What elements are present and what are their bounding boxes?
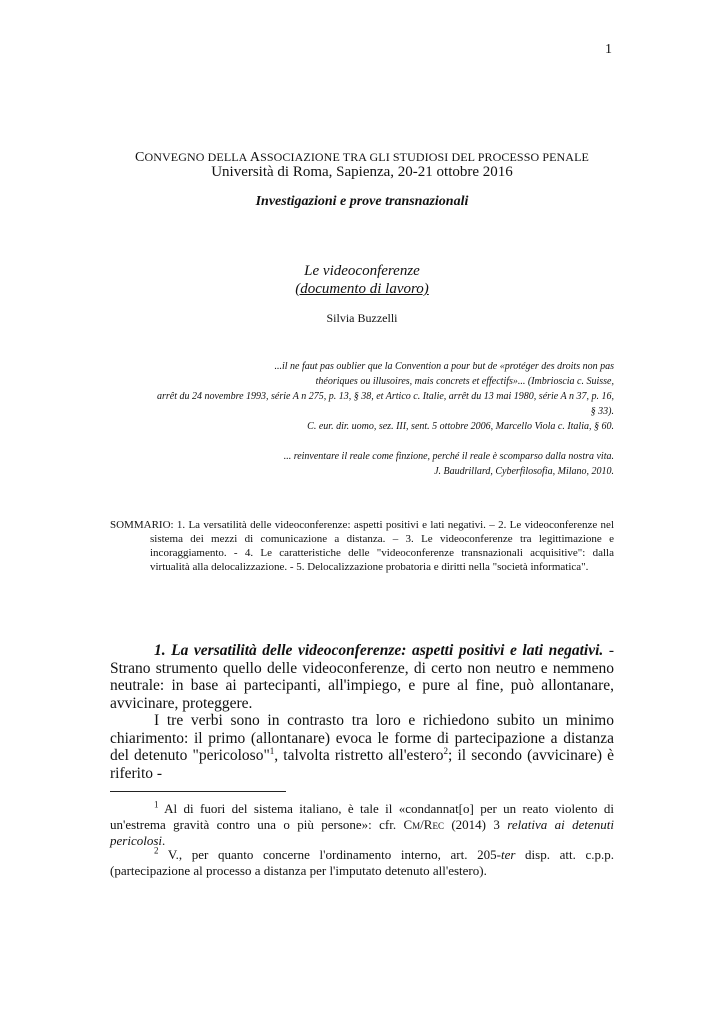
conference-venue: Università di Roma, Sapienza, 20-21 ottobre 2016 — [211, 164, 513, 180]
footnote-number: 2 — [154, 845, 159, 856]
sommario — [110, 518, 614, 574]
epigraph-line: arrêt du 24 novembre 1993, série A n 275, p. 13, § 38, et Artico c. Italie, arrêt du 13 mai 1980, série A n 37, p. 16, — [156, 391, 614, 402]
footnote-ref-2[interactable]: 2 — [443, 745, 449, 756]
footnote-ref-1[interactable]: 1 — [269, 745, 275, 756]
paragraph-1: 1. La versatilità delle videoconferenze: aspetti positivi e lati negativi. - Strano strumento quello delle videoconferenze, di certo non neutro e nemmeno neutrale: in base ai partecipanti, all'impiego, e pure al fine, può allontanare, avvicinare, proteggere. — [110, 642, 614, 712]
footnote-2: $^2$ V., per quanto concerne l'ordinamento interno, art. 205-ter disp. att. c.p.p. (partecipazione al processo a distanza per l'imputato detenuto all'estero). — [110, 845, 615, 878]
epigraph-line: ...il ne faut pas oublier que la Convention a pour but de «protéger des droits non pas — [274, 361, 614, 372]
epigraph-2 — [94, 449, 614, 479]
epigraph-line: théoriques ou illusoires, mais concrets et effectifs»... (Imbrioscia c. Suisse, — [315, 376, 614, 387]
paragraph-2: I tre verbi sono in contrasto tra loro e richiedono subito un minimo chiarimento: il primo (allontanare) evoca le forme di partecipazione a distanza del detenuto "pericoloso"$^1$, talvolta ristretto all'estero$^2$; il secondo (avvicinare) è riferito - — [110, 712, 614, 782]
author: Silvia Buzzelli — [326, 311, 398, 325]
epigraph-source: C. eur. dir. uomo, sez. III, sent. 5 ottobre 2006, Marcello Viola c. Italia, § 60. — [307, 421, 614, 432]
conference-name: CONVEGNO DELLA ASSOCIAZIONE TRA GLI STUDIOSI DEL PROCESSO PENALE — [135, 150, 589, 165]
paper-title-line2: (documento di lavoro) — [295, 281, 429, 297]
epigraph-1 — [94, 359, 614, 434]
paper-title — [0, 262, 724, 298]
epigraph-source: J. Baudrillard, Cyberfilosofia, Milano, 2010. — [434, 466, 614, 477]
footnote-1: $^1$ Al di fuori del sistema italiano, è tale il «condannat[o] per un reato violento di un'estrema gravità contro una o più persone»: cfr. Cm/Rec (2014) 3 relativa ai detenuti pericolosi. — [110, 799, 614, 848]
sommario-text: SOMMARIO: 1. La versatilità delle videoconferenze: aspetti positivi e lati negativi. – 2. Le videoconferenze nel sistema dei mezzi di comunicazione a distanza. – 3. Le videoconferenze tra legittimazione e incoraggiamento. - 4. Le caratteristiche delle "videoconferenze transnazionali acquisitive": dalla virtualità alla delocalizzazione. - 5. Delocalizzazione probatoria e diritti nella "società informatica". — [110, 519, 614, 573]
epigraph-line: § 33). — [590, 406, 614, 417]
page-number: 1 — [605, 42, 612, 57]
footnote-number: 1 — [154, 799, 159, 810]
section-1 — [110, 642, 614, 782]
section-heading: 1. La versatilità delle videoconferenze: aspetti positivi e lati negativi. — [154, 642, 604, 659]
paper-title-line1: Le videoconferenze — [304, 263, 420, 279]
footnote-separator — [110, 791, 286, 792]
conference-theme: Investigazioni e prove transnazionali — [255, 194, 469, 209]
epigraph-line: ... reinventare il reale come finzione, perché il reale è scomparso dalla nostra vita. — [283, 451, 614, 462]
